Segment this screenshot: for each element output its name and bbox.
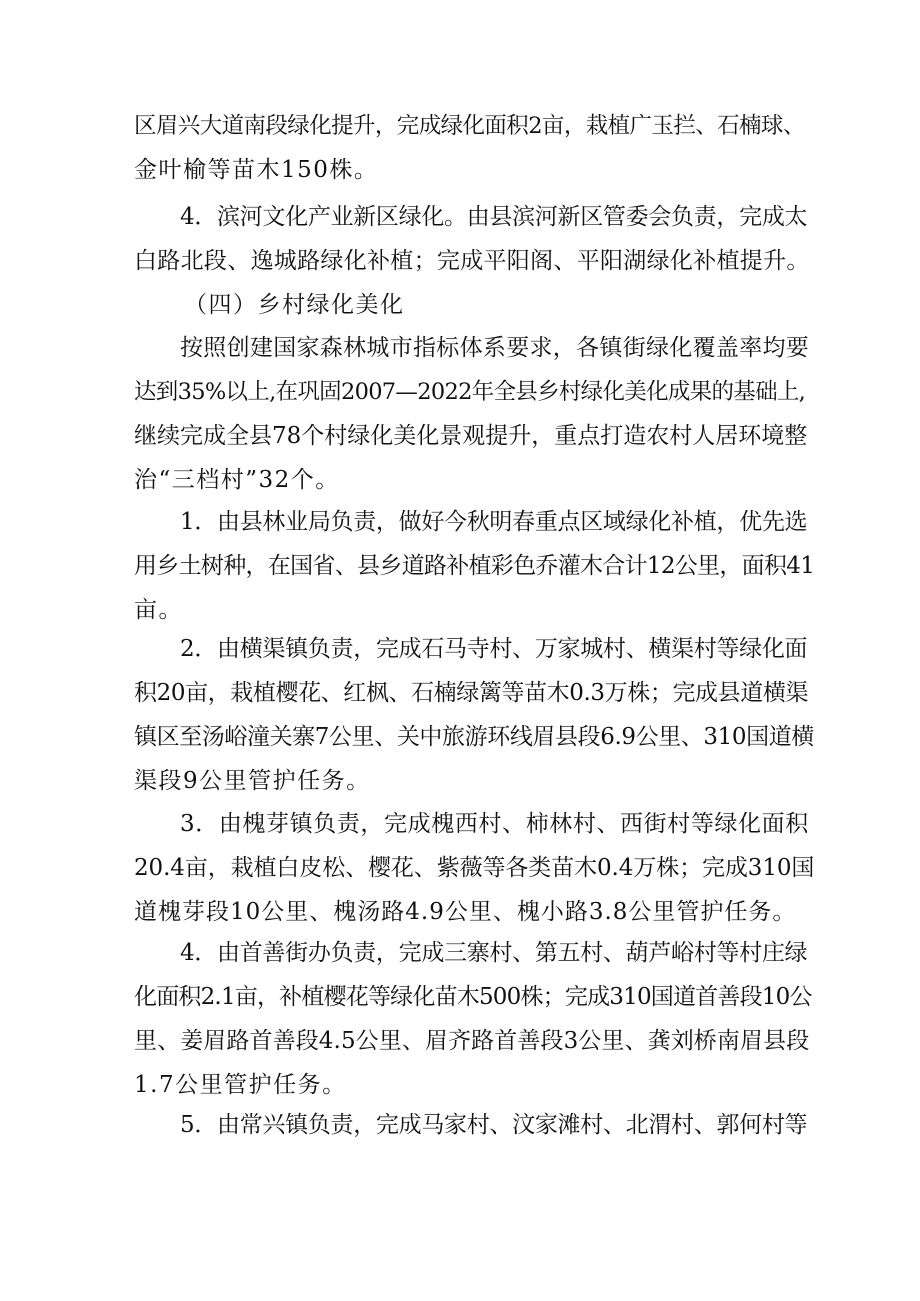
text-line: 治“三档村”32个。 (134, 467, 340, 493)
text-line: 积20亩，栽植樱花、红枫、石楠绿篱等苗木0.3万株；完成县道横渠 (134, 680, 809, 706)
paragraph-shoushan-subdistrict (134, 931, 814, 1107)
text-line: 区眉兴大道南段绿化提升，完成绿化面积2亩，栽植广玉拦、石楠球、 (134, 113, 805, 139)
text-line: 1.7公里管护任务。 (134, 1072, 347, 1098)
text-line: 渠段9公里管护任务。 (134, 768, 371, 794)
paragraph-changxing-town (134, 1103, 814, 1147)
text-line: 金叶榆等苗木150株。 (134, 157, 379, 183)
text-line: 4．滨河文化产业新区绿化。由县滨河新区管委会负责，完成太 (180, 204, 808, 230)
text-line: 化面积2.1亩，补植樱花等绿化苗木500株；完成310国道首善段10公 (134, 984, 812, 1010)
text-line: 2．由横渠镇负责，完成石马寺村、万家城村、横渠村等绿化面 (180, 636, 808, 662)
text-line: 按照创建国家森林城市指标体系要求，各镇街绿化覆盖率均要 (180, 335, 810, 361)
text-line: 道槐芽段10公里、槐汤路4.9公里、槐小路3.8公里管护任务。 (134, 899, 797, 925)
paragraph-huaiya-town (134, 802, 814, 934)
paragraph-hengqu-town (134, 627, 814, 803)
text-line: 继续完成全县78个村绿化美化景观提升，重点打造农村人居环境整 (134, 423, 808, 449)
paragraph-rural-overview (134, 326, 814, 502)
text-line: 4．由首善街办负责，完成三寨村、第五村、葫芦峪村等村庄绿 (180, 940, 808, 966)
text-line: 用乡土树种，在国省、县乡道路补植彩色乔灌木合计12公里，面积41 (134, 553, 815, 579)
section-heading-rural-greening: （四）乡村绿化美化 (184, 292, 405, 318)
text-line: 白路北段、逸城路绿化补植；完成平阳阁、平阳湖绿化补植提升。 (134, 248, 810, 274)
text-line: 达到35%以上,在巩固2007—2022年全县乡村绿化美化成果的基础上, (134, 379, 806, 405)
paragraph-forestry-bureau (134, 500, 814, 632)
text-line: 镇区至汤峪潼关寨7公里、关中旅游环线眉县段6.9公里、310国道横 (134, 724, 814, 750)
paragraph-binhe-new-district (134, 195, 814, 283)
text-line: 里、姜眉路首善段4.5公里、眉齐路首善段3公里、龚刘桥南眉县段 (134, 1028, 810, 1054)
text-line: 20.4亩，栽植白皮松、樱花、紫薇等各类苗木0.4万株；完成310国 (134, 855, 815, 881)
paragraph-meixing-avenue (134, 104, 814, 192)
text-line: 亩。 (134, 597, 183, 623)
text-line: 1．由县林业局负责，做好今秋明春重点区域绿化补植，优先选 (180, 509, 808, 535)
text-line: 5．由常兴镇负责，完成马家村、汶家滩村、北渭村、郭何村等 (180, 1112, 808, 1138)
text-line: 3．由槐芽镇负责，完成槐西村、柿林村、西街村等绿化面积 (180, 811, 809, 837)
